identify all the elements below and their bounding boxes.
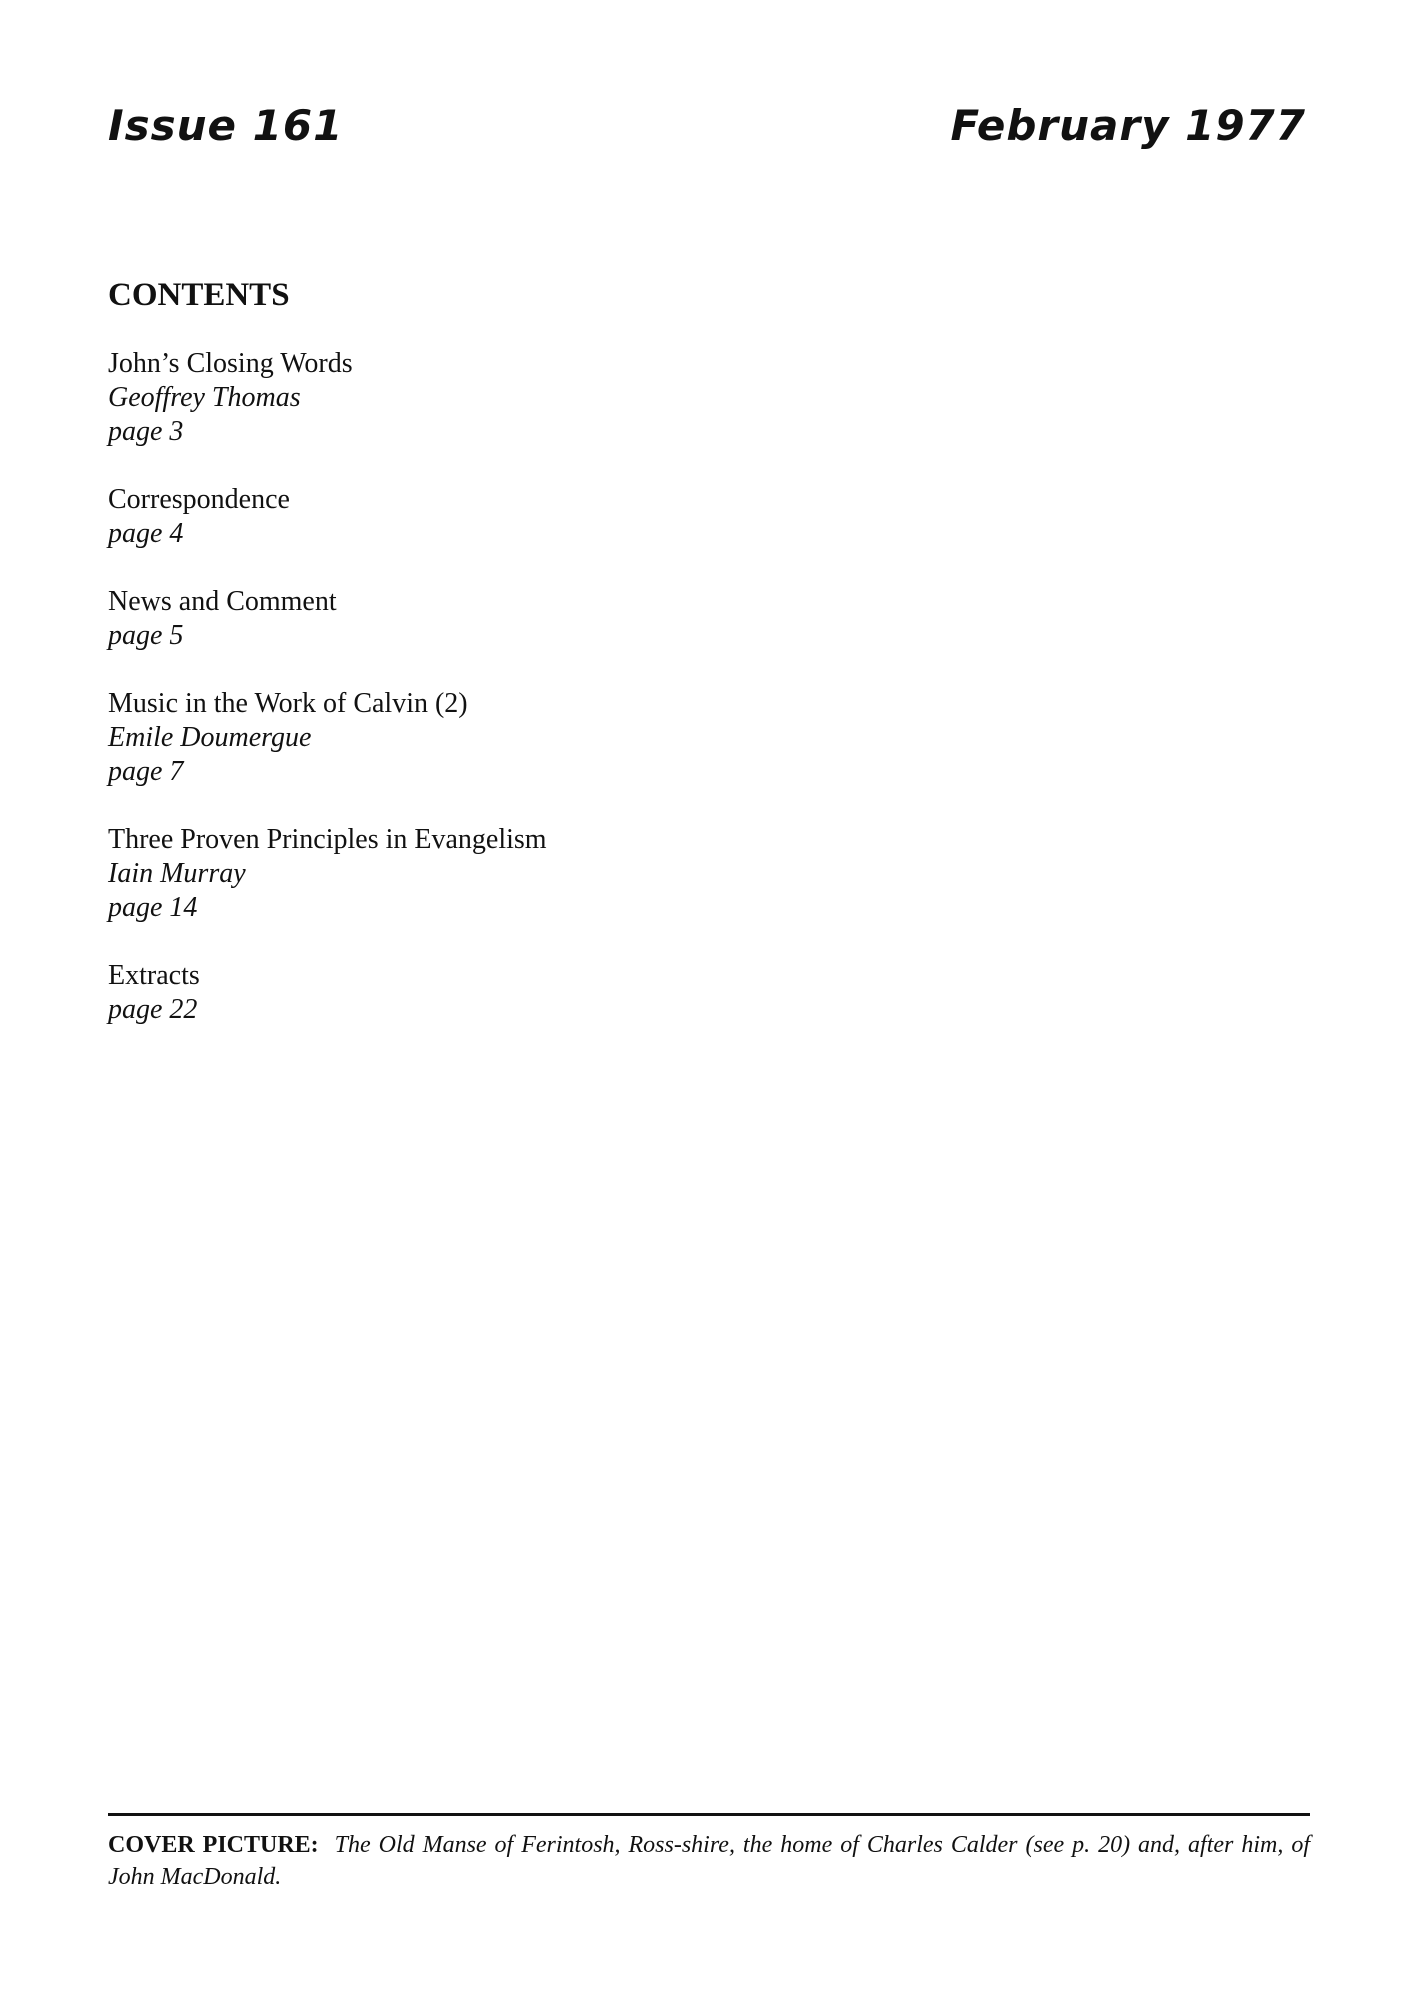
issue-number: Issue 161: [108, 101, 344, 150]
entry-page: page 14: [108, 892, 198, 923]
entry-title: Music in the Work of Calvin (2): [108, 688, 468, 719]
contents-entry: [108, 585, 1008, 653]
entry-author: Geoffrey Thomas: [108, 382, 301, 413]
contents-entry: [108, 483, 1008, 551]
entry-title: Three Proven Principles in Evangelism: [108, 824, 547, 855]
cover-picture-caption: [108, 1829, 1310, 1893]
entry-author: Iain Murray: [108, 858, 246, 889]
cover-picture-label: COVER PICTURE:: [108, 1832, 319, 1858]
contents-entry: [108, 823, 1008, 925]
entry-title: News and Comment: [108, 586, 337, 617]
contents-heading: CONTENTS: [108, 277, 290, 313]
entry-author: Emile Doumergue: [108, 722, 312, 753]
contents-entry: [108, 959, 1008, 1027]
entry-title: Correspondence: [108, 484, 290, 515]
entry-page: page 4: [108, 518, 184, 549]
entry-title: John’s Closing Words: [108, 348, 353, 379]
entry-page: page 22: [108, 994, 198, 1025]
divider-rule: [108, 1813, 1310, 1816]
entry-title: Extracts: [108, 960, 200, 991]
cover-picture-text: The Old Manse of Ferintosh, Ross-shire, the home of Charles Calder (see p. 20) and, after him, of John MacDonald.: [108, 1832, 1310, 1890]
issue-date: February 1977: [950, 101, 1306, 150]
contents-entry: [108, 347, 1008, 449]
contents-entry: [108, 687, 1008, 789]
entry-page: page 3: [108, 416, 184, 447]
contents-list: [108, 347, 1008, 1061]
page-header: [108, 96, 1306, 156]
entry-page: page 5: [108, 620, 184, 651]
entry-page: page 7: [108, 756, 184, 787]
